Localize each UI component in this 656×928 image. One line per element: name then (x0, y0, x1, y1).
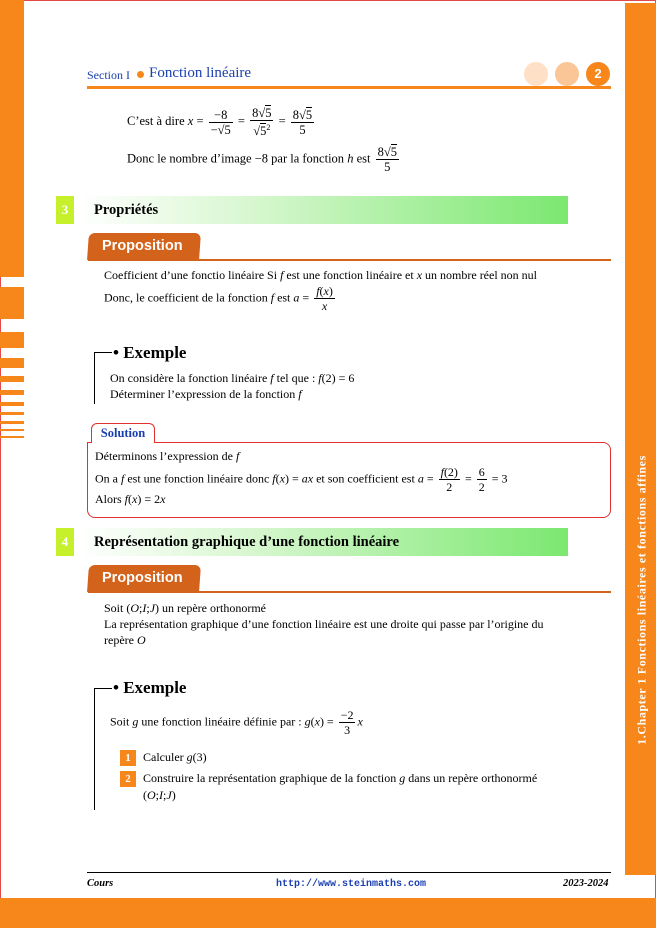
example-title: • Exemple (113, 678, 187, 697)
example-bracket (94, 352, 95, 404)
proposition-line: Coefficient d’une fonctio linéaire Si f est une fonction linéaire et x un nombre réel non nul (104, 268, 538, 282)
example-title: • Exemple (113, 343, 187, 362)
decor-circle (555, 62, 579, 86)
solution-line: Alors f(x) = 2x (95, 492, 166, 506)
left-decor-line (0, 429, 24, 431)
section-title: Fonction linéaire (149, 65, 252, 81)
left-decor-line (0, 332, 24, 348)
item-number-badge: 1 (120, 750, 136, 766)
proposition-tab: Proposition (87, 565, 201, 592)
solution-line: On a f est une fonction linéaire donc f(x) = ax et son coefficient est a = $\frac{f(2)}{2}$ = $\frac{6}{2}$ = 3 (95, 465, 508, 494)
item-number-badge: 2 (120, 771, 136, 787)
example-bracket (94, 352, 112, 353)
decor-circle (524, 62, 548, 86)
footer-rule (87, 872, 611, 873)
footer-url-link[interactable]: http://www.steinmaths.com (276, 879, 427, 890)
left-decor-line (0, 436, 24, 438)
footer-left: Cours (87, 878, 114, 889)
left-decor-block (0, 287, 24, 319)
proposition-header (88, 233, 611, 263)
example-line: On considère la fonction linéaire f tel que : f(2) = 6 (110, 371, 355, 385)
section-label: Section I (87, 68, 130, 82)
section-heading: Représentation graphique d’une fonction linéaire (94, 534, 400, 550)
page-number: 2 (586, 62, 610, 86)
left-decor-bar (0, 0, 24, 277)
example-item-continuation: (O;I;J) (143, 788, 176, 802)
left-decor-line (0, 421, 24, 424)
proposition-rule (88, 259, 611, 261)
section-header (56, 528, 568, 556)
proposition-line: Donc, le coefficient de la fonction f est a = $\frac{f(x)}{x}$ (104, 284, 333, 313)
header-rule (87, 86, 611, 89)
intro-line-1: C’est à dire x = $\frac{-8}{-√5}$ = $\frac{8√5}{√5^2}$ = $\frac{8√5}{5}$ (127, 106, 313, 139)
example-bracket (94, 688, 112, 689)
proposition-tab: Proposition (87, 233, 201, 260)
example-bracket (94, 688, 95, 810)
bullet-dot-icon (137, 71, 144, 78)
proposition-line: repère O (104, 633, 146, 647)
left-decor-line (0, 402, 24, 406)
footer-year: 2023-2024 (563, 878, 609, 889)
example-line: Soit g une fonction linéaire définie par : g(x) = $\frac{-2}{3}$ x (110, 708, 363, 737)
example-item: 2 Construire la représentation graphique de la fonction g dans un repère orthonormé (120, 770, 537, 787)
proposition-header (88, 565, 611, 595)
bottom-bar (0, 898, 656, 928)
proposition-rule (88, 591, 611, 593)
solution-tab: Solution (91, 423, 155, 443)
section-header (56, 196, 568, 224)
left-decor-line (0, 390, 24, 395)
intro-line-2: Donc le nombre d’image −8 par la fonction h est $\frac{8√5}{5}$ (127, 145, 397, 174)
proposition-line: La représentation graphique d’une fonction linéaire est une droite qui passe par l’origine du (104, 617, 544, 631)
section-heading: Propriétés (94, 202, 159, 218)
section-number: 3 (56, 196, 74, 224)
left-decor-line (0, 412, 24, 415)
example-item: 1 Calculer g(3) (120, 749, 207, 766)
proposition-line: Soit (O;I;J) un repère orthonormé (104, 601, 266, 615)
left-decor-line (0, 376, 24, 382)
page-header (87, 62, 611, 90)
left-decor-line (0, 358, 24, 368)
section-number: 4 (56, 528, 74, 556)
solution-line: Déterminons l’expression de f (95, 449, 240, 463)
chapter-side-label: 1.Chapter 1 Fonctions linéaires et fonctions affines (634, 455, 649, 745)
example-line: Déterminer l’expression de la fonction f (110, 387, 302, 401)
